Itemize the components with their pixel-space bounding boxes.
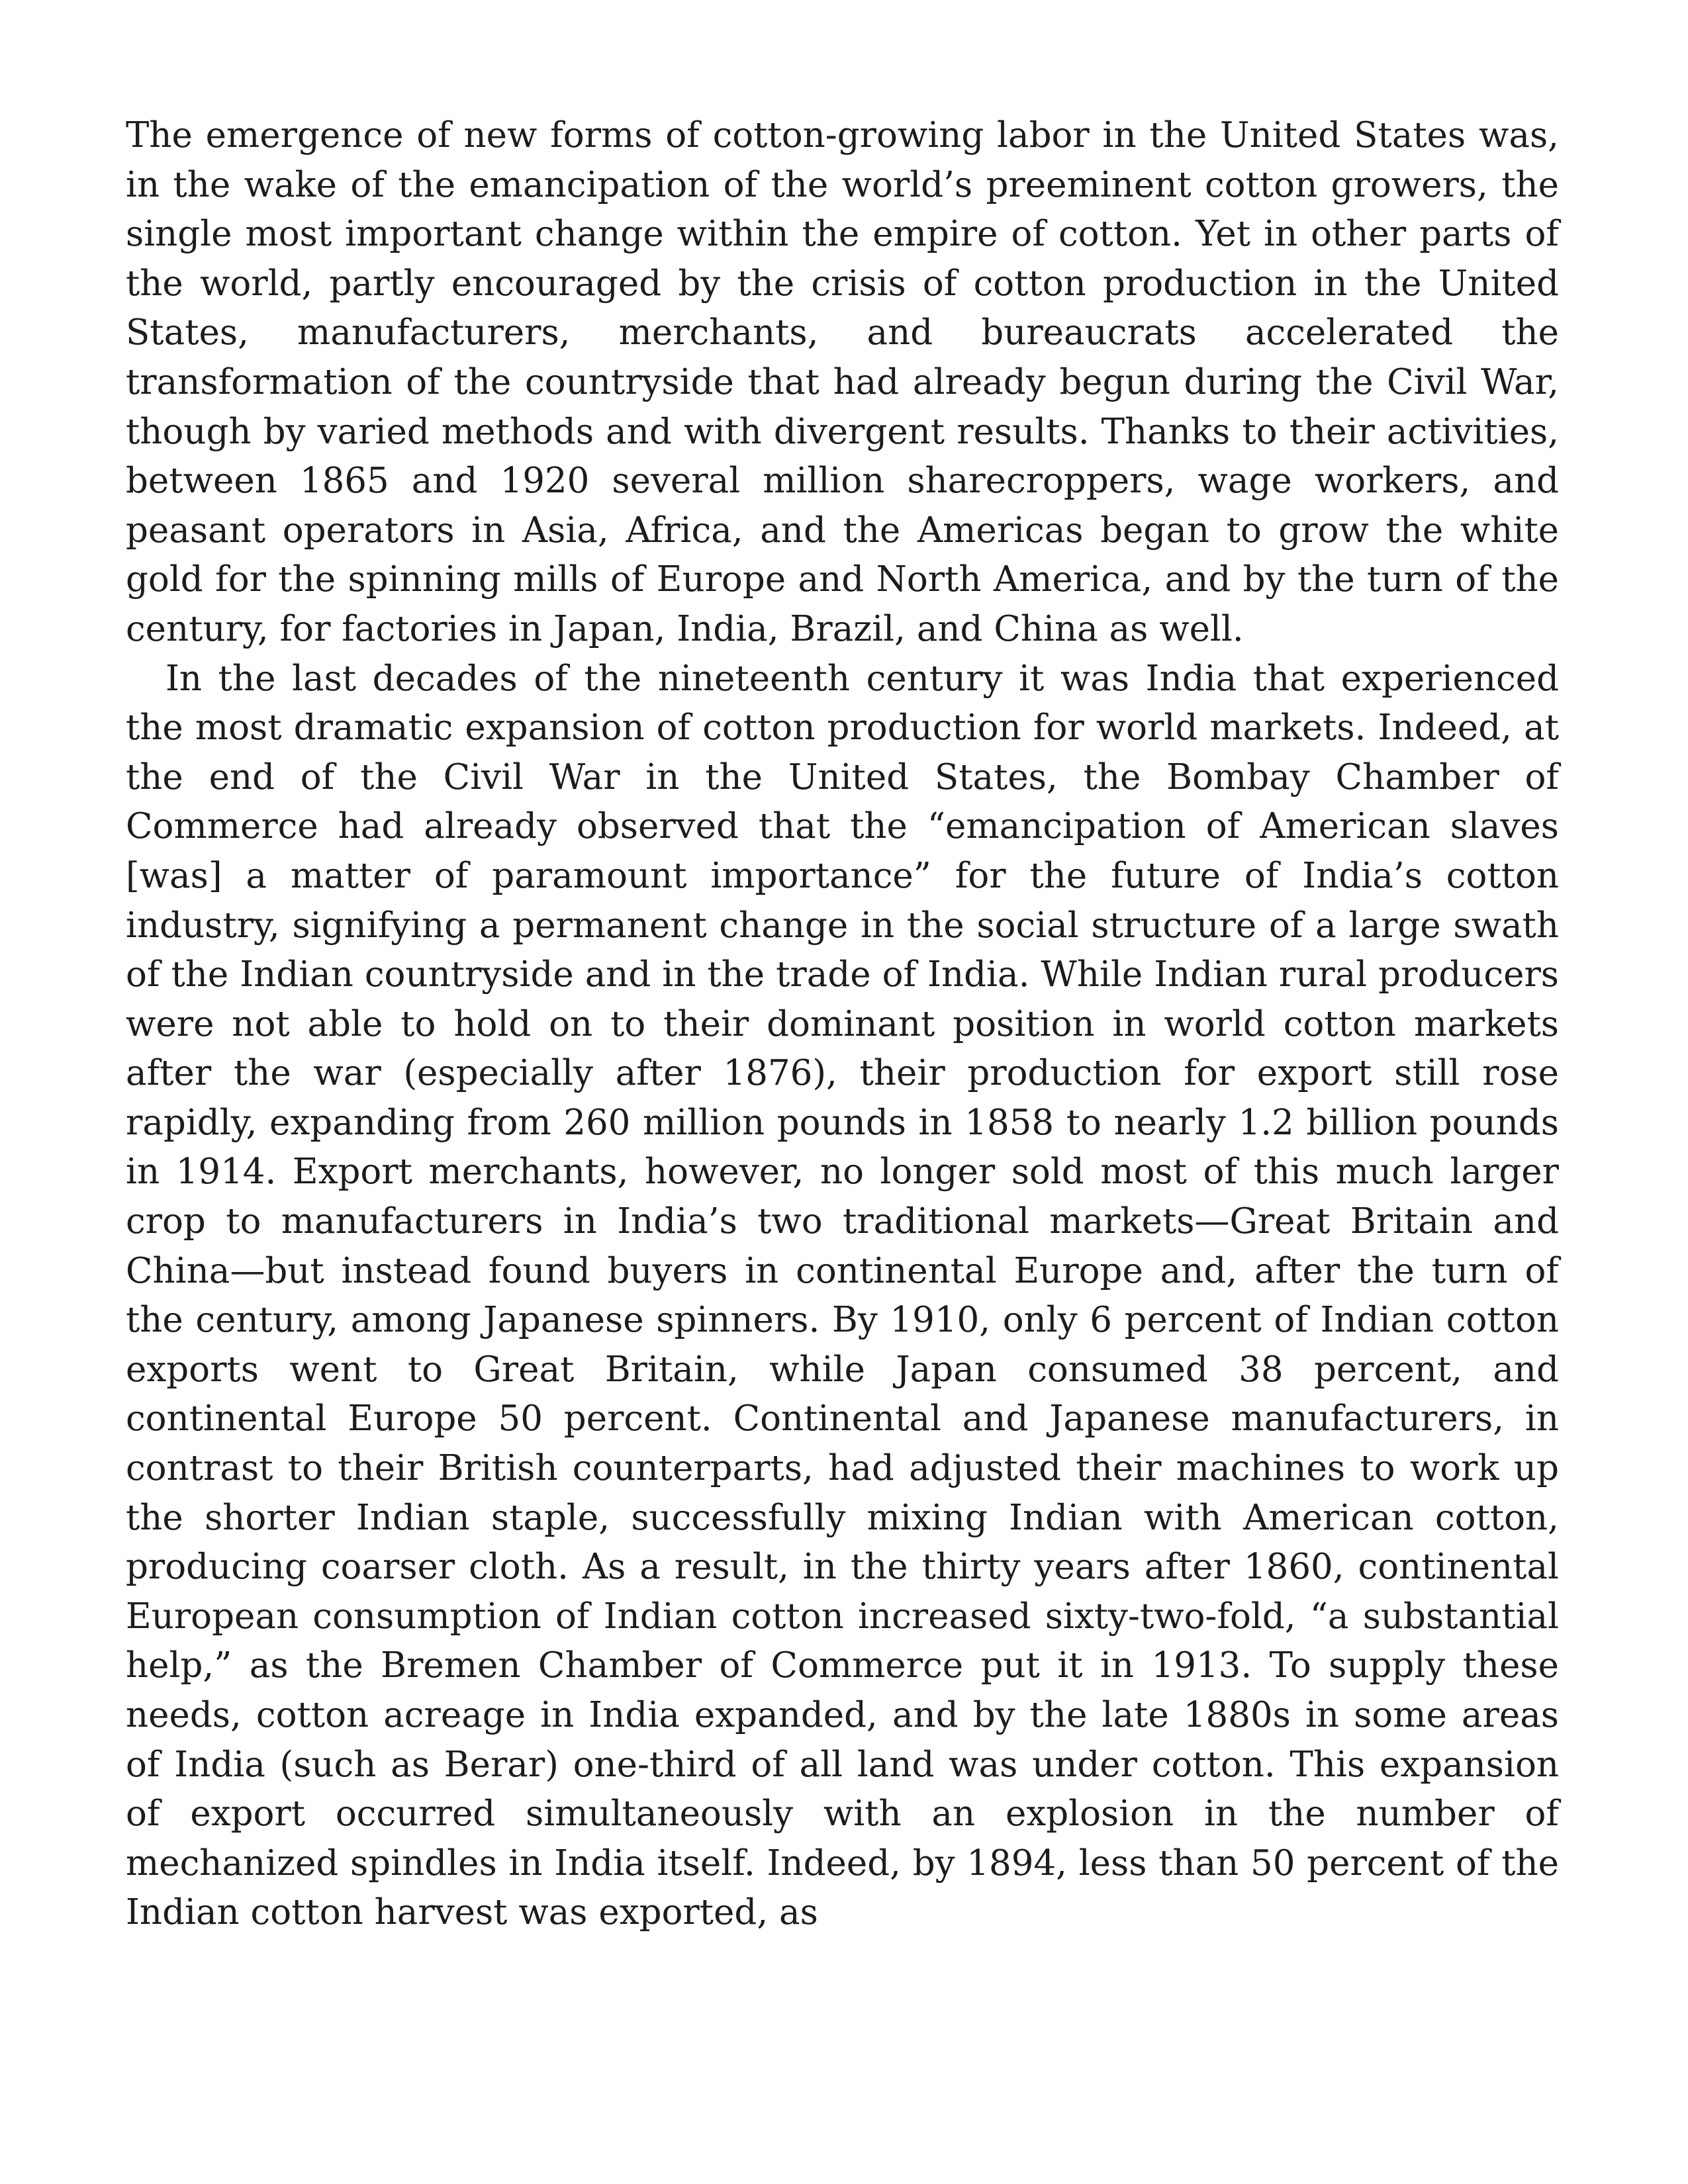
page-body [126,111,1559,1938]
paragraph-labor-forms: The emergence of new forms of cotton-growing labor in the United States was, in the wake of the emancipation of the world’s preeminent cotton growers, the single most important change within the empire of cotton. Yet in other parts of the world, partly encouraged by the crisis of cotton production in the United States, manufacturers, merchants, and bureaucrats accelerated the transformation of the countryside that had already begun during the Civil War, though by varied methods and with divergent results. Thanks to their activities, between 1865 and 1920 several million sharecroppers, wage workers, and peasant operators in Asia, Africa, and the Americas began to grow the white gold for the spinning mills of Europe and North America, and by the turn of the century, for factories in Japan, India, Brazil, and China as well. [126,115,1559,649]
paragraph-india-expansion: In the last decades of the nineteenth century it was India that experienced the most dramatic expansion of cotton production for world markets. Indeed, at the end of the Civil War in the United States, the Bombay Chamber of Commerce had already observed that the “emancipation of American slaves [was] a matter of paramount importance” for the future of India’s cotton industry, signifying a permanent change in the social structure of a large swath of the Indian countryside and in the trade of India. While Indian rural producers were not able to hold on to their dominant position in world cotton markets after the war (especially after 1876), their production for export still rose rapidly, expanding from 260 million pounds in 1858 to nearly 1.2 billion pounds in 1914. Export merchants, however, no longer sold most of this much larger crop to manufacturers in India’s two traditional markets—Great Britain and China—but instead found buyers in continental Europe and, after the turn of the century, among Japanese spinners. By 1910, only 6 percent of Indian cotton exports went to Great Britain, while Japan consumed 38 percent, and continental Europe 50 percent. Continental and Japanese manufacturers, in contrast to their British counterparts, had adjusted their machines to work up the shorter Indian staple, successfully mixing Indian with American cotton, producing coarser cloth. As a result, in the thirty years after 1860, continental European consumption of Indian cotton increased sixty-two-fold, “a substantial help,” as the Bremen Chamber of Commerce put it in 1913. To supply these needs, cotton acreage in India expanded, and by the late 1880s in some areas of India (such as Berar) one-third of all land was under cotton. This expansion of export occurred simultaneously with an explosion in the number of mechanized spindles in India itself. Indeed, by 1894, less than 50 percent of the Indian cotton harvest was exported, as [126,658,1559,1933]
